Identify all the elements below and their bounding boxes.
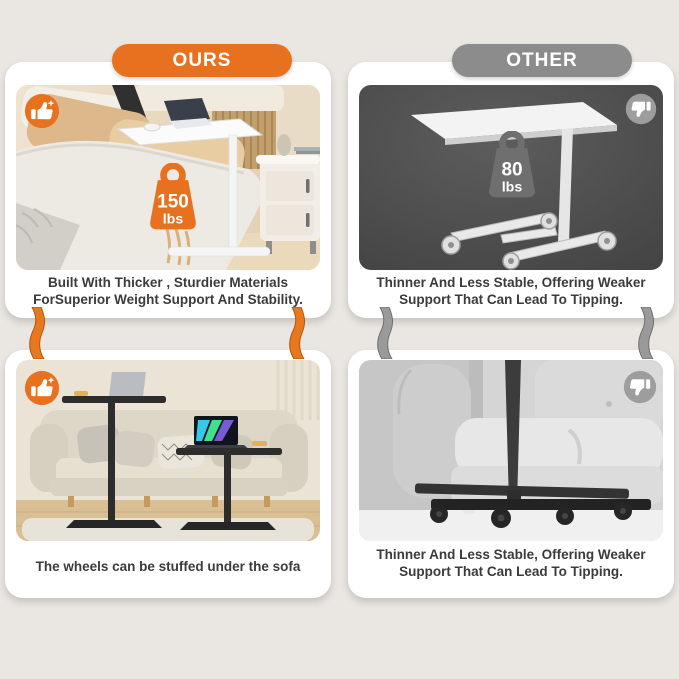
sofa-tables-illustration (16, 360, 320, 541)
weight-capacity-icon (481, 131, 543, 205)
ours-bottom-card (5, 350, 331, 598)
sofa-tables-photo (16, 360, 320, 541)
caption-line: Thinner And Less Stable, Offering Weaker (376, 547, 646, 562)
caption-line: ForSuperior Weight Support And Stability. (33, 292, 303, 307)
other-bottom-card (348, 350, 674, 598)
ribbon-connector-ours-left (28, 307, 46, 359)
thumbs-down-icon (623, 370, 657, 404)
caption-line: Support That Can Lead To Tipping. (399, 292, 623, 307)
caption-line: Thinner And Less Stable, Offering Weaker (376, 275, 646, 290)
ours-badge: OURS (112, 44, 292, 77)
ribbon-connector-other-left (376, 307, 394, 359)
other-top-caption (354, 274, 668, 308)
ours-top-card (5, 62, 331, 318)
ribbon-connector-ours-right (288, 307, 306, 359)
thumbs-up-icon (24, 93, 60, 129)
caption-line: Built With Thicker , Sturdier Materials (48, 275, 288, 290)
ours-top-caption (11, 274, 325, 308)
weight-value: 150 (157, 191, 189, 213)
weight-unit: lbs (162, 211, 184, 228)
other-bottom-caption (354, 546, 668, 580)
weight-capacity-icon (142, 163, 204, 237)
sofa-closeup-photo (359, 360, 663, 541)
rolling-table-photo (359, 85, 663, 270)
caption-line: Support That Can Lead To Tipping. (399, 564, 623, 579)
caption-line: The wheels can be stuffed under the sofa (35, 559, 301, 574)
sofa-closeup-illustration (359, 360, 663, 541)
other-badge: OTHER (452, 44, 632, 77)
thumbs-down-icon (625, 93, 657, 125)
ours-bottom-caption (11, 558, 325, 575)
other-top-card (348, 62, 674, 318)
bedroom-photo (16, 85, 320, 270)
weight-value: 80 (501, 159, 523, 181)
thumbs-up-icon (24, 370, 60, 406)
weight-unit: lbs (501, 179, 523, 196)
ribbon-connector-other-right (637, 307, 655, 359)
